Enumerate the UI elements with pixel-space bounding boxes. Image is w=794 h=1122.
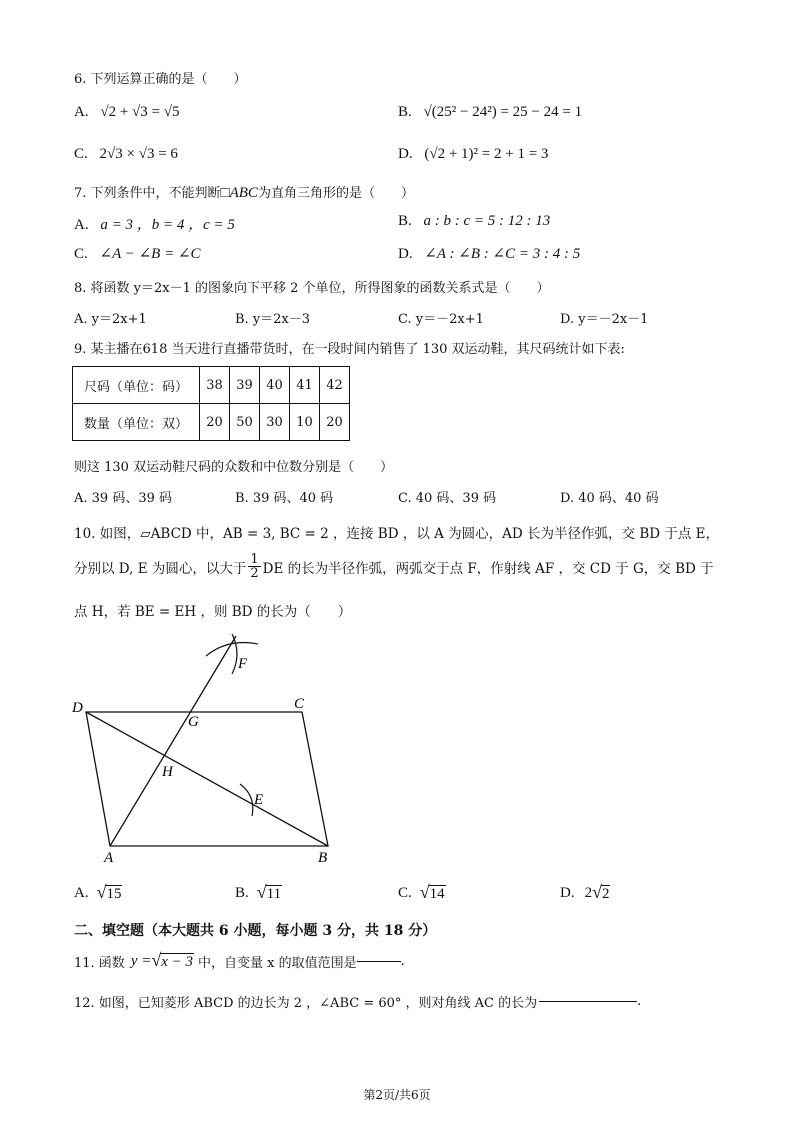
q6-option-b [398,104,582,121]
q6-option-d [398,146,548,163]
q12-answer-blank[interactable] [539,1001,637,1002]
q9-stem: 9. 某主播在618 当天进行直播带货时，在一段时间内销售了 130 双运动鞋，其尺码统计如下表: [74,342,625,357]
fraction-one-half [248,553,260,580]
table-row-counts [73,404,350,441]
parallelogram-figure [60,630,360,870]
q12 [74,992,641,1011]
fraction-denominator: 2 [250,566,259,581]
q7-option-d [398,244,580,263]
label-c: C [294,696,305,712]
q7-d-expr: ∠A : ∠B : ∠C = 3 : 4 : 5 [424,246,581,262]
shoe-size-table [72,366,350,441]
table-header-count: 数量（单位：双） [73,404,200,441]
label-b: B [318,850,328,866]
ray-af [110,636,236,846]
q7-a-label: A. [74,217,89,233]
q6-option-a [74,104,179,121]
table-cell: 39 [230,367,260,404]
q10-option-c [398,884,446,903]
q7-b-expr: a : b : c = 5 : 12 : 13 [423,213,551,229]
q7-c-expr: ∠A − ∠B = ∠C [99,246,201,262]
q7-option-b [398,213,550,230]
arc-e [240,784,253,816]
label-h: H [162,764,173,780]
table-cell: 40 [260,367,290,404]
sqrt-2: √ 2 [592,882,610,902]
label-a: A [104,850,114,866]
table-cell: 20 [200,404,230,441]
q8-option-d: D. y＝－2x－1 [560,312,649,327]
q11-func: y = [130,953,152,969]
q6-stem: 6. 下列运算正确的是（ ） [74,72,247,87]
page-number: 第2页/共6页 [363,1088,431,1102]
table-row-sizes [73,367,350,404]
q9-question: 则这 130 双运动鞋尺码的众数和中位数分别是（ ） [74,460,394,475]
table-cell: 30 [260,404,290,441]
q10-line2-pre: 分别以 D, E 为圆心，以大于 [74,560,247,577]
q6-d-label: D. [398,146,413,162]
fraction-numerator: 1 [250,552,259,567]
q7-a-expr: a = 3 ，b = 4 ，c = 5 [100,217,235,233]
q7-option-a [74,213,235,234]
section-fill-in-title: 二、填空题（本大题共 6 小题，每小题 3 分，共 18 分） [74,923,437,939]
q6-option-c [74,146,178,163]
table-cell: 41 [290,367,320,404]
q10-line2-post: DE 的长为半径作弧，两弧交于点 F，作射线 AF ，交 CD 于 G，交 BD 于 [262,560,714,577]
q6-a-expr: √2 + √3 = √5 [100,104,180,120]
q6-b-label: B. [398,104,412,120]
arc-f-2 [232,634,237,674]
table-cell: 42 [320,367,350,404]
q7-stem [74,182,414,202]
q8-option-b: B. y＝2x－3 [235,312,311,327]
q6-a-label: A. [74,104,89,120]
sqrt-14: √ 14 [419,882,445,902]
arc-f-1 [206,643,258,657]
q9-option-b: B. 39 码、40 码 [235,491,334,506]
table-header-size: 尺码（单位：码） [73,367,200,404]
q11-answer-blank[interactable] [357,961,401,962]
q8-option-c: C. y＝－2x+1 [398,312,484,327]
table-cell: 50 [230,404,260,441]
q11 [74,952,405,971]
label-f: F [238,656,248,672]
label-e: E [254,792,264,808]
q10-c-label: C. [398,885,412,901]
q10-line2 [74,553,714,580]
q7-d-label: D. [398,246,413,262]
q11-radicand: x − 3 [161,954,194,970]
q11-end: . [400,954,405,969]
q6-c-expr: 2√3 × √3 = 6 [99,146,178,162]
q9-option-a: A. 39 码、39 码 [74,491,173,506]
q10-line3: 点 H，若 BE = EH ，则 BD 的长为（ ） [74,604,352,620]
table-cell: 20 [320,404,350,441]
q9-option-c: C. 40 码、39 码 [398,491,497,506]
sqrt-15: √ 15 [96,882,122,902]
q10-d-label: D. [560,885,575,901]
q12-pre: 12. 如图，已知菱形 ABCD 的边长为 2 ，∠ABC = 60° ，则对角线 AC 的长为 [74,996,538,1011]
q6-d-expr: (√2 + 1)² = 2 + 1 = 3 [424,146,549,162]
table-cell: 10 [290,404,320,441]
table-cell: 38 [200,367,230,404]
q7-option-c [74,244,201,263]
label-g: G [188,714,199,730]
q6-b-expr: √(25² − 24²) = 25 − 24 = 1 [423,104,583,120]
sqrt-value: 14 [429,886,445,902]
q6-c-label: C. [74,146,88,162]
q7-triangle: □ABC [220,185,258,201]
q11-pre: 11. 函数 [74,956,125,971]
q10-a-label: A. [74,885,89,901]
q11-post: 中，自变量 x 的取值范围是 [198,956,357,971]
q7-stem-pre: 7. 下列条件中，不能判断 [74,186,221,201]
q10-option-a [74,884,122,903]
label-d: D [72,700,83,716]
q10-option-b [235,884,282,903]
coefficient: 2 [584,885,593,901]
q12-end: . [637,994,642,1009]
q9-option-d: D. 40 码、40 码 [560,491,659,506]
q11-sqrt: √ x − 3 [151,950,194,970]
sqrt-11: √ 11 [256,882,282,902]
sqrt-value: 2 [601,886,610,902]
q7-stem-post: 为直角三角形的是（ ） [257,186,414,201]
q7-c-label: C. [74,246,88,262]
q7-b-label: B. [398,213,412,229]
q10-line1: 10. 如图，▱ABCD 中，AB = 3, BC = 2 ，连接 BD ，以 A 为圆心，AD 长为半径作弧，交 BD 于点 E， [74,526,720,542]
q10-option-d [560,884,610,903]
sqrt-value: 11 [266,886,282,902]
q8-option-a: A. y＝2x+1 [74,312,147,327]
q8-stem: 8. 将函数 y＝2x－1 的图象向下平移 2 个单位，所得图象的函数关系式是（ ） [74,281,550,296]
q10-b-label: B. [235,885,249,901]
sqrt-value: 15 [106,886,122,902]
